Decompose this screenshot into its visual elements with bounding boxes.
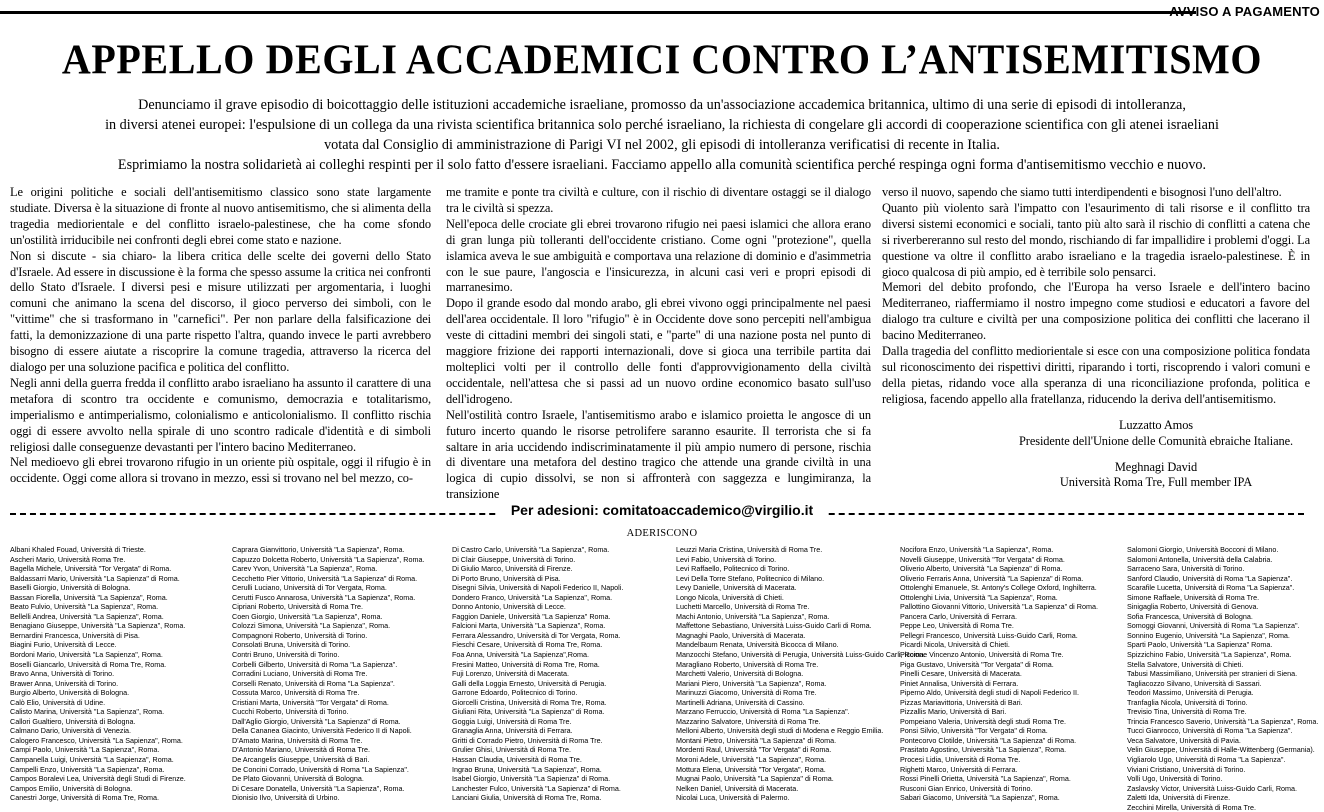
adherent-entry: Nelken Daniel, Università di Macerata.: [676, 783, 799, 793]
body-paragraph: Negli anni della guerra fredda il conflitto arabo israeliano ha assunto il carattere di una metafora di scontro tra occidente e comunismo, democrazia e totalitarismo, imperialismo e antimperialismo, colonialismo e anticolonialismo. Il conflitto rischia oggi di essere avvolto nella spirale di uno scontro radicale d'identità e di simboli religiosi dalle conseguenze devastanti per l'intero bacino Mediterraneo.: [10, 375, 431, 454]
adherent-entry: Viviani Cristiano, Università di Torino.: [1127, 764, 1246, 774]
adherent-entry: Righetti Marco, Università di Ferrara.: [900, 764, 1018, 774]
adherent-entry: Calisto Marina, Università "La Sapienza", Roma.: [10, 707, 165, 717]
adherent-entry: Zaletti Ida, Università di Firenze.: [1127, 793, 1231, 803]
adherent-entry: Biagini Furio, Università di Lecce.: [10, 640, 117, 650]
adherent-entry: Cerulli Luciano, Università di Tor Vergata, Roma.: [232, 583, 387, 593]
adherent-entry: Ponsi Silvio, Università "Tor Vergata" di Roma.: [900, 726, 1048, 736]
adherent-entry: Sparti Paolo, Università "La Sapienza" Roma.: [1127, 640, 1273, 650]
adherent-entry: Burgio Alberto, Università di Bologna.: [10, 688, 130, 698]
adherent-entry: Baselli Giorgio, Università di Bologna.: [10, 583, 131, 593]
adherent-entry: Dall'Aglio Giorgio, Università "La Sapienza" di Roma.: [232, 716, 401, 726]
adherent-entry: Scarafile Lucetta, Università di Roma "La Sapienza".: [1127, 583, 1295, 593]
adherent-entry: Luchetti Marcello, Università di Roma Tre.: [676, 602, 810, 612]
adherent-entry: Pancera Carlo, Università di Ferrara.: [900, 611, 1018, 621]
body-paragraph: Memori del debito profondo, che l'Europa ha verso Israele e dell'intero bacino Mediterraneo, riaffermiamo il nostro impegno come studiosi e educatori a favore del dialogo tra culture e civiltà per una composizione politica dei conflitti che lacerano il bacino Mediterraneo.: [882, 280, 1310, 343]
adherent-entry: Procesi Lidia, Università di Roma Tre.: [900, 755, 1021, 765]
adherent-entry: Bellelli Andrea, Università "La Sapienza", Roma.: [10, 611, 164, 621]
adherent-entry: Contri Bruno, Università di Torino.: [232, 650, 340, 660]
adherent-entry: Tucci Gianrocco, Università di Roma "La Sapienza".: [1127, 726, 1293, 736]
adherent-entry: Lanciani Giulia, Università di Roma Tre, Roma.: [452, 793, 602, 803]
adherent-entry: Benagiano Giuseppe, Università "La Sapienza", Roma.: [10, 621, 186, 631]
paid-notice-label: AVVISO A PAGAMENTO: [1169, 4, 1320, 19]
adherent-entry: Zaslavsky Victor, Università Luiss-Guido Carli, Roma.: [1127, 783, 1298, 793]
adhesion-contact: [0, 502, 1324, 520]
adherent-entry: Ingrao Bruna, Università "La Sapienza", Roma.: [452, 764, 602, 774]
body-paragraph: Nel medioevo gli ebrei trovarono rifugio in un oriente più ospitale, oggi il rifugio è in occidente. Oggi come allora si trovano in mezzo, essi si trovano nel bel mezzo, co-: [10, 455, 431, 486]
adherent-entry: Campos Boralevi Lea, Università degli Studi di Firenze.: [10, 774, 186, 784]
adherent-entry: Hassan Claudia, Università di Roma Tre.: [452, 755, 582, 765]
adherent-entry: Melloni Alberto, Università degli studi di Modena e Reggio Emilia.: [676, 726, 884, 736]
signature-role: Presidente dell'Unione delle Comunità ebraiche Italiane.: [1019, 433, 1293, 448]
adherent-entry: Peppe Leo, Università di Roma Tre.: [900, 621, 1014, 631]
adherent-entry: Dionisio Ilvo, Università di Urbino.: [232, 793, 340, 803]
body-column-3: [882, 185, 1310, 491]
adherent-entry: Picardi Nicola, Università di Chieti.: [900, 640, 1010, 650]
adherent-entry: Nocifora Enzo, Università "La Sapienza", Roma.: [900, 545, 1054, 554]
adherent-entry: Granaglia Anna, Università di Ferrara.: [452, 726, 573, 736]
adherent-entry: Mordenti Raul, Università "Tor Vergata" di Roma.: [676, 745, 832, 755]
adherent-entry: D'Amato Marina, Università di Roma Tre.: [232, 735, 363, 745]
adherent-entry: Sabari Giacomo, Università "La Sapienza", Roma.: [900, 793, 1060, 803]
signature-name: Luzzatto Amos: [1118, 417, 1194, 432]
adherent-entry: Callori Gualtiero, Università di Bologna.: [10, 716, 136, 726]
adherent-entry: Stella Salvatore, Università di Chieti.: [1127, 659, 1244, 669]
adherent-entry: Montani Pietro, Università "La Sapienza" di Roma.: [676, 735, 837, 745]
adherent-entry: Pizzallis Mario, Università di Bari.: [900, 707, 1007, 717]
adherent-entry: Beato Fulvio, Università "La Sapienza", Roma.: [10, 602, 159, 612]
adherent-entry: Velin Giuseppe, Università di Halle-Wittenberg (Germania).: [1127, 745, 1315, 755]
adherent-entry: Baldassarri Mario, Università "La Sapienza" di Roma.: [10, 573, 180, 583]
adherent-entry: Tabusi Massimiliano, Università per stranieri di Siena.: [1127, 669, 1298, 679]
adherent-entry: Trevisio Tina, Università di Roma Tre.: [1127, 707, 1247, 717]
adherents-column-2: [232, 545, 432, 803]
adherent-entry: Calò Elio, Università di Udine.: [10, 697, 106, 707]
adherent-entry: Caprara Gianvittorio, Università "La Sapienza", Roma.: [232, 545, 405, 554]
adherent-entry: Somoggi Giovanni, Università di Roma "La Sapienza".: [1127, 621, 1300, 631]
adherent-entry: Teodori Massimo, Università di Perugia.: [1127, 688, 1254, 698]
signature-name: Meghnagi David: [1114, 459, 1198, 474]
page-title: APPELLO DEGLI ACCADEMICI CONTRO L’ANTISEMITISMO: [61, 35, 1263, 84]
adherent-entry: Calmano Dario, Università di Venezia.: [10, 726, 132, 736]
adherent-entry: Spizzichino Fabio, Università "La Sapienza", Roma.: [1127, 650, 1292, 660]
adherent-entry: Sanford Claudio, Università di Roma "La Sapienza".: [1127, 573, 1293, 583]
adherent-entry: Mariani Piero, Università "La Sapienza", Roma.: [676, 678, 827, 688]
adherent-entry: Magnaghi Paolo, Università di Macerata.: [676, 630, 806, 640]
adherent-entry: Sarraceno Sara, Università di Torino.: [1127, 564, 1245, 574]
adherent-entry: Ferrara Alessandro, Università di Tor Vergata, Roma.: [452, 630, 621, 640]
body-paragraph: Nell'epoca delle crociate gli ebrei trovarono rifugio nei paesi islamici che allora erano di gran lunga più tolleranti dell'occidente cristiano. Come ogni "protezione", quella islamica aveva le sue ambiguità e comportava una relazione di dominio e d'asimmetria con le sue paure, l'angoscia e l'insicurezza, in alcuni casi veri e propri episodi di marranesimo.: [446, 216, 871, 295]
adherent-entry: Pizzas Mariavittoria, Università di Bari.: [900, 697, 1023, 707]
adherent-entry: De Concini Corrado, Università di Roma "La Sapienza".: [232, 764, 409, 774]
adherent-entry: Della Cananea Giacinto, Università Federico II di Napoli.: [232, 726, 412, 736]
adherent-entry: Foa Anna, Università "La Sapienza",Roma.: [452, 650, 589, 660]
adherent-entry: Fresini Matteo, Università di Roma Tre, Roma.: [452, 659, 600, 669]
adherent-entry: Piniet Annalisa, Università di Ferrara.: [900, 678, 1019, 688]
body-paragraph: Dalla tragedia del conflitto mediorientale si esce con una composizione politica fondata sul riconoscimento dei rispettivi diritti, riparando i torti, riscoprendo i valori comuni e della pietas, ridando voce alla speranza di una riconciliazione profonda, politica e religiosa, facendo appello alla fratellanza, riducendo la deriva dell'antisemitismo.: [882, 344, 1310, 406]
adherent-entry: Bravo Anna, Università di Torino.: [10, 669, 115, 679]
adherent-entry: Levi Raffaello, Politecnico di Torino.: [676, 564, 790, 574]
intro-line: Denunciamo il grave episodio di boicottaggio delle istituzioni accademiche israeliane, promosso da un'associazione accademica britannica, ultimo di una serie di episodi di intolleranza,: [138, 97, 1186, 113]
adherent-entry: Campos Emilio, Università di Bologna.: [10, 783, 133, 793]
adherent-entry: Maragliano Roberto, Università di Roma Tre.: [676, 659, 819, 669]
adherent-entry: Veca Salvatore, Università di Pavia.: [1127, 735, 1241, 745]
adherent-entry: Rossi Pinelli Orietta, Università "La Sapienza", Roma.: [900, 774, 1071, 784]
adherent-entry: Boselli Giancarlo, Università di Roma Tre, Roma.: [10, 659, 167, 669]
adherent-entry: Goggia Luigi, Università di Roma Tre.: [452, 716, 572, 726]
adherent-entry: Mugnai Paolo, Università "La Sapienza" di Roma.: [676, 774, 834, 784]
adherents-column-3: [452, 545, 662, 803]
body-paragraph: me tramite e ponte tra civiltà e culture, con il rischio di diventare ostaggi se il dialogo tra le civiltà si spezza.: [446, 185, 871, 215]
adherent-entry: Corradini Luciano, Università di Roma Tre.: [232, 669, 368, 679]
adherent-entry: Gritti di Corrado Pietro, Università di Roma Tre.: [452, 735, 603, 745]
adherents-column-5: [900, 545, 1110, 803]
adherent-entry: Corbelli Gilberto, Università di Roma "La Sapienza".: [232, 659, 398, 669]
adherent-entry: Cristiani Marta, Università "Tor Vergata" di Roma.: [232, 697, 389, 707]
adherent-entry: Brawer Anna, Università di Torino.: [10, 678, 119, 688]
adherent-entry: Manzocchi Stefano, Università di Perugia, Università Luiss-Guido Carli, Roma.: [676, 650, 926, 660]
body-paragraph: Nell'ostilità contro Israele, l'antisemitismo arabo e islamico proietta le angosce di un futuro incerto quando le risorse petrolifere saranno esaurite. Il terrorista che si fa saltare in aria uccidendo indiscriminatamente il più ampio numero di persone, rischia di diventare una metafora del destino tragico che attende una grande civiltà in una logica di cupio dissolvi, se non si affronterà con saggezza e lungimiranza, la transizione: [446, 407, 871, 502]
adherent-entry: Corselli Renato, Università di Roma "La Sapienza".: [232, 678, 395, 688]
adherent-entry: Piperno Aldo, Università degli studi di Napoli Federico II.: [900, 688, 1079, 698]
adherent-entry: Cipriani Roberto, Università di Roma Tre.: [232, 602, 364, 612]
adherent-entry: Falcioni Marta, Università "La Sapienza", Roma.: [452, 621, 606, 631]
adherent-entry: Disegni Silvia, Università di Napoli Federico II, Napoli.: [452, 583, 624, 593]
adherent-entry: Mandelbaum Renata, Università Bicocca di Milano.: [676, 640, 839, 650]
adherent-entry: Maffettone Sebastiano, Università Luiss-Guido Carli di Roma.: [676, 621, 872, 631]
adherent-entry: Moroni Adele, Università "La Sapienza", Roma.: [676, 755, 827, 765]
adherent-entry: Cossuta Marco, Università di Roma Tre.: [232, 688, 360, 698]
adherent-entry: Cecchetto Pier Vittorio, Università "La Sapienza" di Roma.: [232, 573, 418, 583]
body-paragraph: verso il nuovo, sapendo che siamo tutti interdipendenti e bisognosi l'uno dell'altro.: [882, 185, 1282, 199]
adherent-entry: Cerutti Fusco Annarosa, Università "La Sapienza", Roma.: [232, 592, 416, 602]
adherents-column-1: [10, 545, 210, 803]
adherent-entry: Capuzzo Dolcetta Roberto, Università "La Sapienza", Roma.: [232, 554, 425, 564]
adherent-entry: Pallottino Giovanni Vittorio, Università "La Sapienza" di Roma.: [900, 602, 1098, 612]
adherent-entry: Faggion Daniele, Università "La Sapienza" Roma.: [452, 611, 611, 621]
signature-block-1: [1002, 418, 1310, 450]
adherent-entry: Martinelli Adriana, Università di Cassino.: [676, 697, 805, 707]
adhesion-email-text: Per adesioni: comitatoaccademico@virgilio.it: [499, 502, 825, 518]
adherent-entry: Nicolai Luca, Università di Palermo.: [676, 793, 790, 803]
adherent-entry: Giuliani Rita, Università "La Sapienza" di Roma.: [452, 707, 605, 717]
adherent-entry: Longo Nicola, Università di Chieti.: [676, 592, 784, 602]
adherent-entry: Mazzarino Salvatore, Università di Roma Tre.: [676, 716, 821, 726]
adherent-entry: Di Castro Carlo, Università "La Sapienza", Roma.: [452, 545, 610, 554]
adherent-entry: Machi Antonio, Università "La Sapienza", Roma.: [676, 611, 830, 621]
adherent-entry: Lanchester Fulco, Università "La Sapienza" di Roma.: [452, 783, 621, 793]
intro-line: Esprimiamo la nostra solidarietà ai colleghi respinti per il solo fatto d'essere israeliani. Facciamo appello alla comunità scientifica perché respinga ogni forma d'antisemitismo vecchio e nuovo.: [117, 157, 1207, 173]
adherent-entry: Marinuzzi Giacomo, Università di Roma Tre.: [676, 688, 817, 698]
adherent-entry: Ascheri Mario, Università Roma Tre.: [10, 554, 126, 564]
top-rule: [0, 11, 1196, 14]
adherent-entry: Pellegri Francesco, Università Luiss-Guido Carli, Roma.: [900, 630, 1078, 640]
adherents-column-6: [1127, 545, 1324, 812]
adherent-entry: Dondero Franco, Università "La Sapienza", Roma.: [452, 592, 613, 602]
adherent-entry: Colozzi Simona, Università "La Sapienza", Roma.: [232, 621, 391, 631]
adherent-entry: Consolati Bruna, Università di Torino.: [232, 640, 351, 650]
adherent-entry: Donno Antonio, Università di Lecce.: [452, 602, 566, 612]
adherent-entry: Simone Raffaele, Università di Roma Tre.: [1127, 592, 1260, 602]
adherent-entry: Di Clair Giuseppe, Università di Torino.: [452, 554, 576, 564]
adherent-entry: Di Cesare Donatella, Università "La Sapienza", Roma.: [232, 783, 405, 793]
adherent-entry: Oliverio Alberto, Università "La Sapienza" di Roma.: [900, 564, 1063, 574]
adherent-entry: Prasitato Agostino, Università "La Sapienza", Roma.: [900, 745, 1067, 755]
adherent-entry: D'Antonio Mariano, Università di Roma Tre.: [232, 745, 370, 755]
adherent-entry: Bernardini Francesca, Università di Pisa.: [10, 630, 140, 640]
adherent-entry: Mottura Elena, Università "Tor Vergata", Roma.: [676, 764, 826, 774]
adherents-column-4: [676, 545, 926, 803]
body-column-1: [10, 185, 431, 487]
adherent-entry: Piga Gustavo, Università "Tor Vergata" di Roma.: [900, 659, 1054, 669]
adherent-entry: Bordoni Mario, Università "La Sapienza", Roma.: [10, 650, 163, 660]
adherent-entry: Garrone Edoardo, Politecnico di Torino.: [452, 688, 578, 698]
adherent-entry: Grulier Ghisi, Università di Roma Tre.: [452, 745, 572, 755]
adherent-entry: Coen Giorgio, Università "La Sapienza", Roma.: [232, 611, 383, 621]
adherent-entry: Salomoni Giorgio, Università Bocconi di Milano.: [1127, 545, 1279, 554]
adherent-entry: Piccione Vincenzo Antonio, Università di Roma Tre.: [900, 650, 1064, 660]
adherent-entry: De Plato Giovanni, Università di Bologna.: [232, 774, 364, 784]
adherent-entry: Bagella Michele, Università "Tor Vergata" di Roma.: [10, 564, 172, 574]
adherent-entry: Pinelli Cesare, Università di Macerata.: [900, 669, 1022, 679]
adherent-entry: Oliverio Ferraris Anna, Università "La Sapienza" di Roma.: [900, 573, 1084, 583]
adherent-entry: Levi Fabio, Università di Torino.: [676, 554, 777, 564]
adherent-entry: Tranfaglia Nicola, Università di Torino.: [1127, 697, 1248, 707]
adherent-entry: Marzano Ferruccio, Università di Roma "La Sapienza".: [676, 707, 850, 717]
adherent-entry: Di Porto Bruno, Università di Pisa.: [452, 573, 561, 583]
signature-role: Università Roma Tre, Full member IPA: [1059, 475, 1253, 490]
adherent-entry: Calogero Francesco, Università "La Sapienza", Roma.: [10, 735, 183, 745]
adherent-entry: Novelli Giuseppe, Università "Tor Vergata" di Roma.: [900, 554, 1065, 564]
adherent-entry: Compagnoni Roberto, Università di Torino.: [232, 630, 368, 640]
adherent-entry: Zecchini Mirella, Università di Roma Tre.: [1127, 802, 1257, 812]
body-paragraph: Non si discute - sia chiaro- la libera critica delle scelte dei governi dello Stato d'Israele. Ad essere in discussione è la forma che spesso assume la critica nei confronti dello Stato d'Israele. I diversi pesi e misure utilizzati per argomentaria, i luoghi comuni che animano la scena del discorso, il gioco perverso dei simboli, con le "vittime" che si trasformano in "carnefici". Per non parlare della falsificazione dei fatti, la demonizzazione di una parte rispetto l'altra, quando invece le parti avrebbero bisogno di essere aiutate a riscoprire la comune tragedia, attraverso la ricerca del dialogo per una soluzione pacifica e politica del conflitto.: [10, 248, 432, 374]
intro-line: votata dal Consiglio di amministrazione di Parigi VI nel 2002, gli episodi di intolleranza verificatisi di recente in Italia.: [324, 137, 1000, 153]
adherent-entry: Bassan Fiorella, Università "La Sapienza", Roma.: [10, 592, 168, 602]
adherent-entry: Levi Della Torre Stefano, Politecnico di Milano.: [676, 573, 825, 583]
adherent-entry: Vigliarolo Ugo, Università di Roma "La Sapienza".: [1127, 755, 1286, 765]
adherent-entry: Galli della Loggia Ernesto, Università di Perugia.: [452, 678, 607, 688]
adherent-entry: Sinigaglia Roberto, Università di Genova.: [1127, 602, 1259, 612]
body-column-2: [446, 185, 871, 503]
adherent-entry: Albani Khaled Fouad, Università di Trieste.: [10, 545, 146, 554]
adherent-entry: Giorcelli Cristina, Università di Roma Tre, Roma.: [452, 697, 607, 707]
signature-block-2: [1002, 460, 1310, 492]
adherent-entry: Cucchi Roberto, Università di Torino.: [232, 707, 349, 717]
adherent-entry: Rusconi Gian Enrico, Università di Torino.: [900, 783, 1033, 793]
adherent-entry: Fieschi Cesare, Università di Roma Tre, Roma.: [452, 640, 603, 650]
adherent-entry: Ottolenghi Emanuele, St. Antony's College Oxford, Inghilterra.: [900, 583, 1097, 593]
adherent-entry: Ottolenghi Livia, Università "La Sapienza", Roma.: [900, 592, 1058, 602]
adherent-entry: Canestri Jorge, Università di Roma Tre, Roma.: [10, 793, 159, 803]
adherent-entry: Levy Danielle, Università di Macerata.: [676, 583, 797, 593]
body-paragraph: Le origini politiche e sociali dell'antisemitismo classico sono state largamente studiate. Diversa è la situazione di fronte al nuovo antisemitismo, che si alimenta della tragedia mediorientale e del conflitto israelo-palestinese, che ha come sfondo un'ostilità irriducibile nei confronti degli ebrei come stato e nazione.: [10, 185, 431, 247]
adherent-entry: Leuzzi Maria Cristina, Università di Roma Tre.: [676, 545, 823, 554]
adherent-entry: Di Giulio Marco, Università di Firenze.: [452, 564, 573, 574]
intro-line: in diversi atenei europei: l'espulsione di un collega da una rivista scientifica britannica solo perché israeliano, la richiesta di congelare gli accordi di cooperazione scientifica con gli atenei israeliani: [105, 117, 1219, 133]
adherent-entry: Pompeiano Valeria, Università degli studi Roma Tre.: [900, 716, 1067, 726]
adherent-entry: Fuji Lorenzo, Università di Macerata.: [452, 669, 570, 679]
adherent-entry: Volli Ugo, Università di Torino.: [1127, 774, 1223, 784]
adherents-heading: ADERISCONO: [626, 528, 698, 539]
adherent-entry: Carev Yvon, Università "La Sapienza", Roma.: [232, 564, 378, 574]
body-paragraph: Quanto più violento sarà l'impatto con l'esaurimento di tali risorse e il conflitto tra diversi sistemi economici e sociali, tanto più alto sarà il rischio di conflitti a catena che si riverbereranno sul resto del mondo, rischiando di far impallidire i problemi d'oggi. La questione va oltre il conflitto arabo israeliano e la tragedia israelo-palestinese. È in gioco qualcosa di più ampio, ed è terribile solo pensarci.: [882, 200, 1310, 279]
adherent-entry: Sofia Francesca, Università di Bologna.: [1127, 611, 1253, 621]
adherent-entry: Isabel Giorgio, Università "La Sapienza" di Roma.: [452, 774, 611, 784]
adherent-entry: Pontecorvo Clotilde, Università "La Sapienza" di Roma.: [900, 735, 1077, 745]
body-paragraph: Dopo il grande esodo dal mondo arabo, gli ebrei vivono oggi principalmente nel paesi dell'area occidentale. Il loro "rifugio" è in Occidente dove sono percepiti nell'ambigua veste di cittadini membri dei singoli stati, e "parte" di una nazione posta nel punto di maggiore frizione dei rapporti internazionali, dove si gioca una terribile partita dai molteplici volti per il controllo delle fonti d'approvvigionamento della civiltà occidentale, nell'attesa che si passi ad un nuovo ordine economico basato sull'uso dell'idrogeno.: [446, 296, 871, 406]
adherent-entry: Marchetti Valerio, Università di Bologna.: [676, 669, 804, 679]
adherent-entry: Campi Paolo, Università "La Sapienza", Roma.: [10, 745, 160, 755]
intro-paragraph: [30, 95, 1294, 175]
adherent-entry: Sonnino Eugenio, Università "La Sapienza", Roma.: [1127, 630, 1290, 640]
adherent-entry: Campelli Enzo, Università "La Sapienza", Roma.: [10, 764, 165, 774]
adherent-entry: Trincia Francesco Saverio, Università "La Sapienza", Roma.: [1127, 716, 1319, 726]
adherent-entry: Tagliacozzo Silvano, Università di Sassari.: [1127, 678, 1262, 688]
adherent-entry: Salomoni Antonella, Università della Calabria.: [1127, 554, 1273, 564]
adherent-entry: Campanella Luigi, Università "La Sapienza", Roma.: [10, 755, 174, 765]
adherent-entry: De Arcangelis Giuseppe, Università di Bari.: [232, 755, 370, 765]
